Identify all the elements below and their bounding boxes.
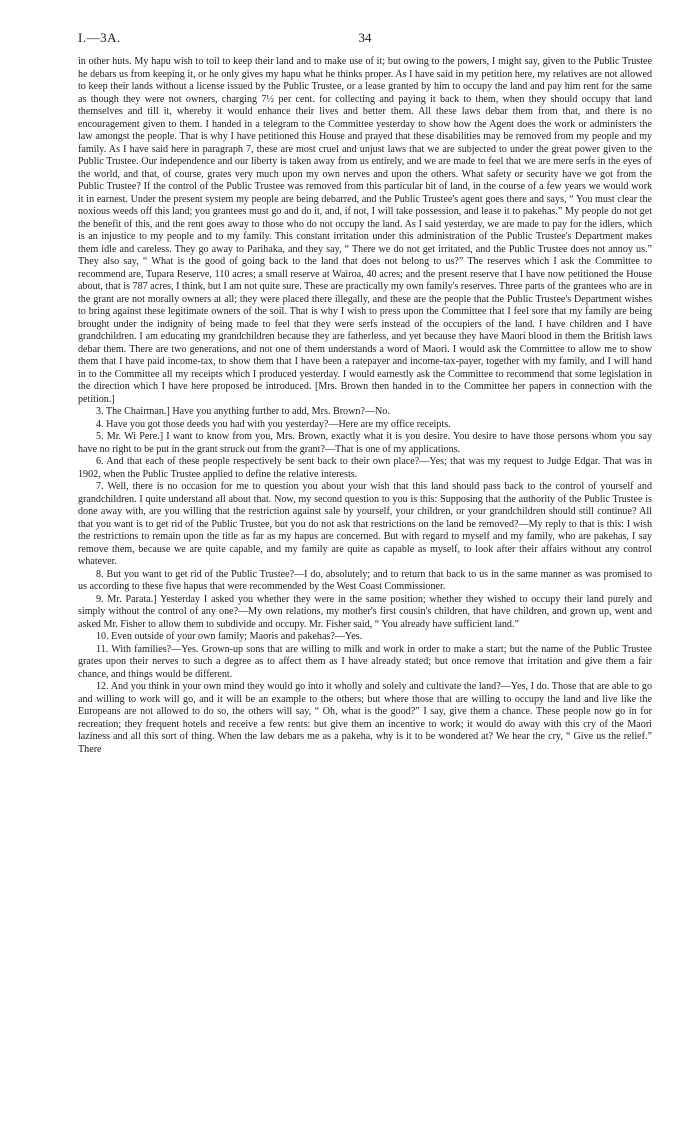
- question-4: 4. Have you got those deeds you had with you yesterday?—Here are my office receipts.: [96, 418, 451, 430]
- question-6: 6. And that each of these people respectively be sent back to their own place?—Yes; that was my request to Judge Edgar. That was in 1902, when the Public Trustee applied to define the relative interests.: [78, 456, 652, 480]
- page-number: 34: [358, 30, 372, 45]
- question-5: 5. Mr. Wi Pere.] I want to know from you, Mrs. Brown, exactly what it is you desire. You desire to have those persons whom you say have no right to be put in the grant struck out from the grant?—That is one of my applications.: [78, 431, 652, 455]
- question-11: 11. With families?—Yes. Grown-up sons that are willing to milk and work in order to make a start; but the name of the Public Trustee grates upon their nerves to such a degree as to affect them as I have already stated; but once remove that irritation and give them a fair chance, and things would be different.: [78, 643, 652, 680]
- page-header: [78, 30, 652, 56]
- question-8: 8. But you want to get rid of the Public Trustee?—I do, absolutely; and to return that back to us in the same manner as was promised to us according to these five hapus that were recommended by the West Coast Commissioner.: [78, 568, 652, 592]
- document-reference: I.—3A.: [78, 30, 121, 45]
- body-text: [78, 56, 652, 756]
- question-10: 10. Even outside of your own family; Maoris and pakehas?—Yes.: [96, 631, 363, 642]
- question-7: 7. Well, there is no occasion for me to question you about your wish that this land should pass back to the control of yourself and grandchildren. I quite understand all about that. Now, my second question to you is this: Supposing that the authority of the Public Trustee is done away with, are you willing that the restriction against sale by yourself, your children, or your grandchildren should still continue? All that you want is to get rid of the Public Trustee, but you do not ask that restrictions on the land be removed?—My reply to that is this: I wish the restrictions to remain upon the title as far as my hapus are concerned. But with regard to myself and my family, who are pakehas, I say remove them, because we are quite capable, and my family are quite as capable as myself, to look after their affairs without any control whatever.: [78, 481, 652, 567]
- question-9: 9. Mr. Parata.] Yesterday I asked you whether they were in the same position; whether they wished to occupy their land purely and simply without the control of any one?—My own relations, my mother's first cousin's children, that have children, and grown up, went and asked Mr. Fisher to allow them to subdivide and occupy. Mr. Fisher said, “ You already have sufficient land.”: [78, 593, 652, 630]
- question-12: 12. And you think in your own mind they would go into it wholly and solely and cultivate the land?—Yes, I do. Those that are able to go and willing to work will go, and it will be an example to the others; but where those that are willing to occupy the land and live like the Europeans are not allowed to do so, the others will say, “ Oh, what is the good?” I say, give them a chance. These people now go in for recreation; they frequent hotels and receive a few rents: but give them an incentive to work; it would do away with this cry of the Maori laziness and all this sort of thing. When the law debars me as a pakeha, why is it to be wondered at? We hear the cry, “ Give us the relief.” There: [78, 681, 652, 755]
- paragraph-1: in other huts. My hapu wish to toil to keep their land and to make use of it; but owing to the powers, I might say, given to the Public Trustee he debars us from keeping it, or he only gives my hapu what he thinks proper. As I have said in my petition here, my relatives are not allowed to keep their lands without a license issued by the Public Trustee, or a lease granted by him to occupy the land and pay him rent for the same as though they were not owners, charging 7½ per cent. for collecting and paying it back to them, when they should occupy that land themselves and till it, whereby it would enhance their lives and better them. All these laws debar them from that, and there is no encouragement given to them. I handed in a telegram to the Committee yesterday to show how the Agent does the work or administers the law amongst the people. That is why I have petitioned this House and prayed that these disabilities may be removed from my people and my family. As I have said here in paragraph 7, these are most cruel and unjust laws that we are subjected to under the great power given to the Public Trustee. Our independence and our liberty is taken away from us entirely, and we are made to feel that we are mere serfs in the eyes of the world, and that, of course, grates very much upon my own nerves and upon the others. What safety or security have we got from the Public Trustee? If the control of the Public Trustee was removed from this particular bit of land, in the course of a few years we would work it in earnest. Under the present system my people are being debarred, and the Public Trustee's agent goes there and says, “ You must clear the noxious weeds off this land; you grantees must go and do it, and, if not, I will take possession, and lease it to pakehas.” My people do not get the benefit of this, and the rent goes away to those who do not occupy the land. As I said yesterday, we are made to pay for the idlers, which is an injustice to my people and to my family. This constant irritation under this administration of the Public Trustee's Department makes them idle and careless. They go away to Parihaka, and they say, “ There we do not get irritated, and the Public Trustee does not annoy us.” They also say, “ What is the good of going back to the land that does not belong to us?” The reserves which I ask the Committee to recommend are, Tupara Reserve, 110 acres; a small reserve at Wairoa, 40 acres; and the present reserve that I have now petitioned the House about, that is 787 acres, I think, but I am not quite sure. These are practically my own family's reserves. Three parts of the grantees who are in the grant are not morally owners at all; they were placed there illegally, and these are the people that the Public Trustee's Department wishes to bring against these legitimate owners of the soil. That is why I wish to press upon the Committee that I feel sore that my family are being brought under the indignity of being made to feel that they were serfs instead of the occupiers of the land. I have children and I have grandchildren. I am educating my grandchildren because they are fatherless, and yet because they have Maori blood in them the British laws debar them. There are two generations, and not one of them understands a word of Maori. I would ask the Committee to allow me to show them that I have paid income-tax, to show them that I have been a ratepayer and income-tax-payer, together with my family, and I will hand in to the Committee all my receipts which I produced yesterday. I would earnestly ask the Committee to recommend that some legislation in the direction which I have here proposed be introduced. [Mrs. Brown then handed in to the Committee her papers in connection with the petition.]: [78, 56, 652, 405]
- question-3: 3. The Chairman.] Have you anything further to add, Mrs. Brown?—No.: [96, 406, 390, 417]
